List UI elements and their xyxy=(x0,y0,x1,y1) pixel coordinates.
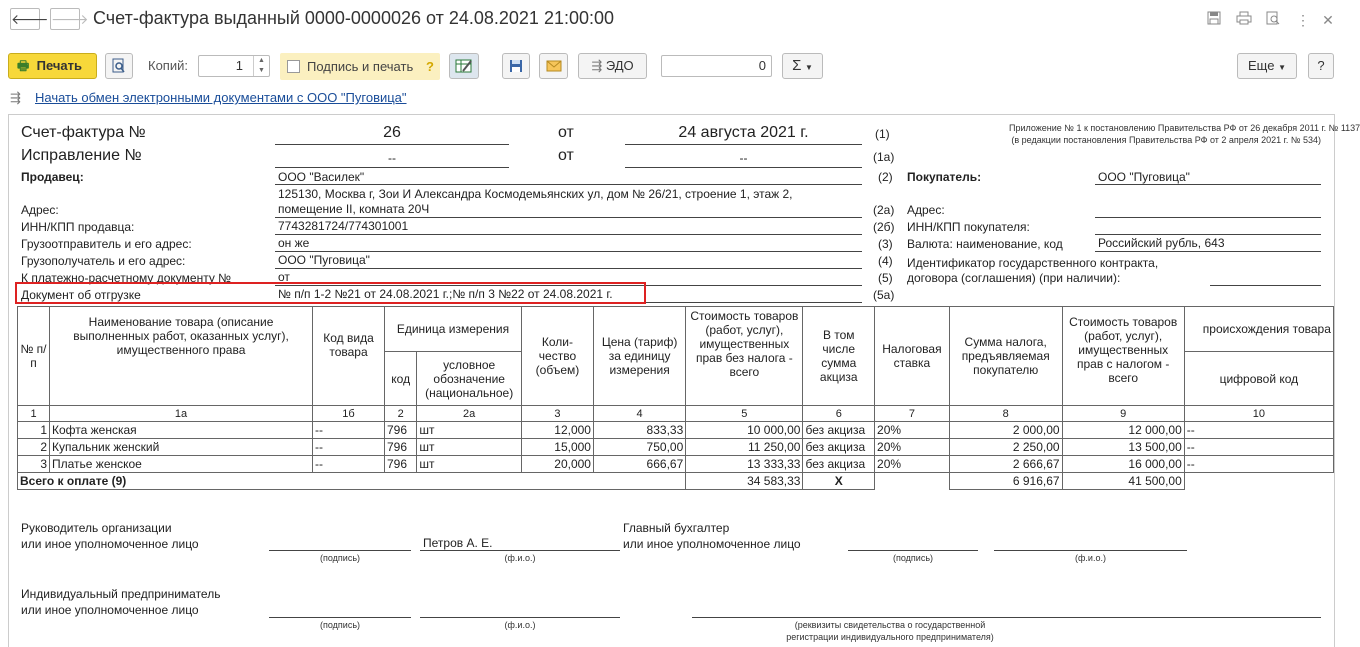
row-excise: без акциза xyxy=(803,456,875,473)
header-num: № п/п xyxy=(18,307,50,406)
consignor-value: он же xyxy=(278,236,310,250)
currency-value: Российский рубль, 643 xyxy=(1098,236,1225,250)
code-2: (2) xyxy=(878,170,893,184)
invoice-document xyxy=(8,114,1360,647)
row-rate: 20% xyxy=(875,439,950,456)
window-title: Счет-фактура выданный 0000-0000026 от 24.08.2021 21:00:00 xyxy=(93,8,615,28)
row-price: 833,33 xyxy=(593,422,685,439)
col-number: 3 xyxy=(521,406,593,422)
code-4: (4) xyxy=(878,254,893,268)
print-button-label: Печать xyxy=(36,58,83,73)
ip-fio-caption: (ф.и.о.) xyxy=(504,620,536,630)
col-number: 4 xyxy=(593,406,685,422)
row-tax: 2 000,00 xyxy=(949,422,1062,439)
col-number: 1 xyxy=(18,406,50,422)
floppy-icon xyxy=(509,59,523,73)
head-fio-caption: (ф.и.о.) xyxy=(504,553,536,563)
sum-menu-button[interactable] xyxy=(782,53,823,79)
total-excise: X xyxy=(803,473,875,490)
total-label: Всего к оплате (9) xyxy=(18,473,686,490)
row-qty: 12,000 xyxy=(521,422,593,439)
buyer-label: Покупатель: xyxy=(907,170,982,184)
code-2a: (2а) xyxy=(873,203,895,217)
seller-label: Продавец: xyxy=(21,170,84,184)
col-number: 1б xyxy=(313,406,385,422)
save-icon[interactable] xyxy=(1205,11,1223,29)
save-button[interactable] xyxy=(502,53,530,79)
consignor-label: Грузоотправитель и его адрес: xyxy=(21,237,192,251)
head-label-1: Руководитель организации xyxy=(21,521,172,535)
printer-icon[interactable] xyxy=(1235,11,1253,29)
col-number: 9 xyxy=(1062,406,1184,422)
correction-number: -- xyxy=(388,151,396,165)
underline xyxy=(1095,217,1321,218)
header-price: Цена (тариф) за единицу измерения xyxy=(593,307,685,406)
code-3: (3) xyxy=(878,237,893,251)
fio-line xyxy=(420,617,620,618)
row-rate: 20% xyxy=(875,422,950,439)
seller-address-line1: 125130, Москва г, Зои И Александра Космодемьянских ул, дом № 26/21, строение 1, этаж 2, xyxy=(278,187,793,201)
row-rate: 20% xyxy=(875,456,950,473)
shipment-doc-highlight xyxy=(15,282,646,304)
edo-icon: ⇶ xyxy=(591,58,603,73)
help-button[interactable]: ? xyxy=(1308,53,1334,79)
row-qty: 20,000 xyxy=(521,456,593,473)
row-unit: шт xyxy=(417,422,522,439)
annex-note-2: (в редакции постановления Правительства РФ от 2 апреля 2021 г. № 534) xyxy=(1011,135,1321,145)
gov-contract-line1: Идентификатор государственного контракта, xyxy=(907,256,1159,270)
header-origin: происхождения товара xyxy=(1184,307,1333,352)
header-unit-code: код xyxy=(384,352,416,406)
table-edit-button[interactable] xyxy=(449,53,479,79)
copies-label: Копий: xyxy=(148,58,188,73)
chevron-down-icon: ▼ xyxy=(1278,63,1286,72)
print-preview-button[interactable] xyxy=(105,53,133,79)
code-1: (1) xyxy=(875,127,890,141)
requisites-line xyxy=(692,617,1321,618)
row-origin: -- xyxy=(1184,456,1333,473)
from-label: от xyxy=(558,124,574,141)
edo-button[interactable] xyxy=(578,53,647,79)
row-unit-code: 796 xyxy=(384,422,416,439)
close-icon[interactable]: ✕ xyxy=(1322,12,1334,28)
row-kind: -- xyxy=(313,456,385,473)
underline xyxy=(275,268,862,269)
row-total: 12 000,00 xyxy=(1062,422,1184,439)
correction-date: -- xyxy=(739,151,748,165)
row-excise: без акциза xyxy=(803,439,875,456)
underline xyxy=(1095,234,1321,235)
email-button[interactable] xyxy=(539,53,568,79)
underline xyxy=(625,167,862,168)
correction-from-label: от xyxy=(558,147,574,164)
row-price: 666,67 xyxy=(593,456,685,473)
sign-and-stamp-toggle[interactable] xyxy=(280,53,440,80)
code-5a: (5а) xyxy=(873,288,895,302)
row-unit-code: 796 xyxy=(384,439,416,456)
code-5: (5) xyxy=(878,271,893,285)
underline xyxy=(275,251,862,252)
row-name: Купальник женский xyxy=(50,439,313,456)
underline xyxy=(275,167,509,168)
row-unit: шт xyxy=(417,456,522,473)
ip-sign-caption: (подпись) xyxy=(319,620,361,630)
header-tax-sum: Сумма налога, предъявляемая покупателю xyxy=(949,307,1062,406)
col-number: 10 xyxy=(1184,406,1333,422)
inn-label: ИНН/КПП продавца: xyxy=(21,220,135,234)
signature-line xyxy=(848,550,978,551)
header-name: Наименование товара (описание выполненных работ, оказанных услуг), имущественного права xyxy=(50,307,313,406)
total-tax: 6 916,67 xyxy=(949,473,1062,490)
invoice-number: 26 xyxy=(383,124,401,141)
row-unit: шт xyxy=(417,439,522,456)
envelope-icon xyxy=(546,60,562,72)
header-excise: В том числе сумма акциза xyxy=(803,307,875,406)
underline xyxy=(275,234,862,235)
chief-fio-caption: (ф.и.о.) xyxy=(1075,553,1106,563)
head-sign-caption: (подпись) xyxy=(319,553,361,563)
correction-label: Исправление № xyxy=(21,147,142,164)
row-tax: 2 666,67 xyxy=(949,456,1062,473)
row-cost: 11 250,00 xyxy=(686,439,803,456)
row-excise: без акциза xyxy=(803,422,875,439)
more-vertical-icon[interactable]: ⋮ xyxy=(1296,12,1310,28)
chief-accountant-label-1: Главный бухгалтер xyxy=(623,521,730,535)
window-header xyxy=(0,0,1343,42)
underline xyxy=(1095,251,1321,252)
sigma-icon: Σ xyxy=(792,57,802,74)
head-name: Петров А. Е. xyxy=(423,536,493,550)
underline xyxy=(275,184,862,185)
invoice-number-label: Счет-фактура № xyxy=(21,124,146,141)
chief-accountant-label-2: или иное уполномоченное лицо xyxy=(623,537,801,551)
ip-label-1: Индивидуальный предприниматель xyxy=(21,587,221,601)
buyer-inn-label: ИНН/КПП покупателя: xyxy=(907,220,1030,234)
row-name: Кофта женская xyxy=(50,422,313,439)
row-price: 750,00 xyxy=(593,439,685,456)
chief-sign-caption: (подпись) xyxy=(892,553,934,563)
seller-address-line2: помещение II, комната 20Ч xyxy=(278,202,430,216)
sign-label: Подпись и печать xyxy=(307,59,414,74)
more-label: Еще xyxy=(1248,58,1275,73)
col-number: 2а xyxy=(417,406,522,422)
invoice-date: 24 августа 2021 г. xyxy=(678,124,809,141)
header-kind-code: Код вида товара xyxy=(313,307,385,406)
table-row xyxy=(18,456,1334,473)
header-origin-code: цифровой код xyxy=(1184,352,1333,406)
forward-button[interactable] xyxy=(50,8,89,30)
header-rate: Налоговая ставка xyxy=(875,307,950,406)
fio-line xyxy=(994,550,1187,551)
header-unit: Единица измерения xyxy=(384,307,521,352)
ip-requisites-2: регистрации индивидуального предпринимателя) xyxy=(786,632,994,642)
inn-value: 7743281724/774301001 xyxy=(278,219,409,233)
arrow-right-icon: 🡒 xyxy=(51,11,89,27)
header-cost-with-tax: Стоимость товаров (работ, услуг), имущественных прав с налогом - всего xyxy=(1062,307,1184,406)
row-cost: 10 000,00 xyxy=(686,422,803,439)
sign-checkbox[interactable] xyxy=(287,60,300,73)
print-button[interactable] xyxy=(8,53,97,79)
row-total: 13 500,00 xyxy=(1062,439,1184,456)
col-number: 5 xyxy=(686,406,803,422)
buyer-address-label: Адрес: xyxy=(907,203,945,217)
chevron-down-icon: ▼ xyxy=(804,63,813,72)
consignee-value: ООО "Пуговица" xyxy=(278,253,370,267)
total-row xyxy=(18,473,1334,490)
arrow-left-icon: 🡐 xyxy=(11,11,49,27)
col-number: 8 xyxy=(949,406,1062,422)
header-cost-no-tax: Стоимость товаров (работ, услуг), имущественных прав без налога - всего xyxy=(686,307,803,406)
underline xyxy=(625,144,862,145)
row-kind: -- xyxy=(313,422,385,439)
preview-icon[interactable] xyxy=(1264,11,1282,29)
copies-input[interactable] xyxy=(198,55,270,77)
edo-exchange-icon: ⇶ xyxy=(10,90,21,105)
col-number: 1а xyxy=(50,406,313,422)
underline xyxy=(275,144,509,145)
ip-label-2: или иное уполномоченное лицо xyxy=(21,603,199,617)
row-origin: -- xyxy=(1184,439,1333,456)
underline xyxy=(1210,285,1321,286)
shipment-doc-value: № п/п 1-2 №21 от 24.08.2021 г.;№ п/п 3 №22 от 24.08.2021 г. xyxy=(278,287,613,301)
row-origin: -- xyxy=(1184,422,1333,439)
code-2b: (2б) xyxy=(873,220,895,234)
consignee-label: Грузополучатель и его адрес: xyxy=(21,254,186,268)
address-label: Адрес: xyxy=(21,203,59,217)
fio-line xyxy=(420,550,620,551)
underline xyxy=(275,217,862,218)
edo-label: ЭДО xyxy=(605,58,634,73)
sum-field[interactable]: 0 xyxy=(661,55,772,77)
edo-exchange-link[interactable]: Начать обмен электронными документами с ООО "Пуговица" xyxy=(35,90,407,105)
underline xyxy=(1095,184,1321,185)
copies-value: 1 xyxy=(235,58,243,73)
header-qty: Коли-чество (объем) xyxy=(521,307,593,406)
table-edit-icon xyxy=(455,58,473,74)
row-qty: 15,000 xyxy=(521,439,593,456)
row-num: 1 xyxy=(18,422,50,439)
help-icon[interactable]: ? xyxy=(426,59,434,74)
row-kind: -- xyxy=(313,439,385,456)
head-label-2: или иное уполномоченное лицо xyxy=(21,537,199,551)
seller-value: ООО "Василек" xyxy=(278,170,365,184)
row-num: 2 xyxy=(18,439,50,456)
total-with-tax: 41 500,00 xyxy=(1062,473,1184,490)
annex-note-1: Приложение № 1 к постановлению Правительства РФ от 26 декабря 2011 г. № 1137 xyxy=(1009,123,1360,133)
table-row xyxy=(18,439,1334,456)
shipment-doc-label: Документ об отгрузке xyxy=(21,288,141,302)
copies-spinner[interactable]: ▲ ▼ xyxy=(253,56,269,76)
currency-label: Валюта: наименование, код xyxy=(907,237,1063,251)
row-total: 16 000,00 xyxy=(1062,456,1184,473)
buyer-value: ООО "Пуговица" xyxy=(1098,170,1190,184)
header-unit-name: условное обозначение (национальное) xyxy=(417,352,522,406)
col-number: 2 xyxy=(384,406,416,422)
row-cost: 13 333,33 xyxy=(686,456,803,473)
ip-requisites-1: (реквизиты свидетельства о государственной xyxy=(794,620,986,630)
goods-table xyxy=(17,306,1334,490)
row-tax: 2 250,00 xyxy=(949,439,1062,456)
code-1a: (1а) xyxy=(873,150,895,164)
total-cost: 34 583,33 xyxy=(686,473,803,490)
row-num: 3 xyxy=(18,456,50,473)
gov-contract-line2: договора (соглашения) (при наличии): xyxy=(907,271,1121,285)
col-number: 6 xyxy=(803,406,875,422)
magnifier-icon xyxy=(112,58,126,74)
row-unit-code: 796 xyxy=(384,456,416,473)
more-button[interactable] xyxy=(1237,53,1297,79)
table-row xyxy=(18,422,1334,439)
printer-icon: 🖶 xyxy=(17,58,30,73)
row-name: Платье женское xyxy=(50,456,313,473)
signature-line xyxy=(269,617,411,618)
back-button[interactable] xyxy=(10,8,49,30)
payment-doc-value: от xyxy=(278,270,290,284)
signature-line xyxy=(269,550,411,551)
col-number: 7 xyxy=(875,406,950,422)
payment-doc-label: К платежно-расчетному документу № xyxy=(21,271,232,285)
